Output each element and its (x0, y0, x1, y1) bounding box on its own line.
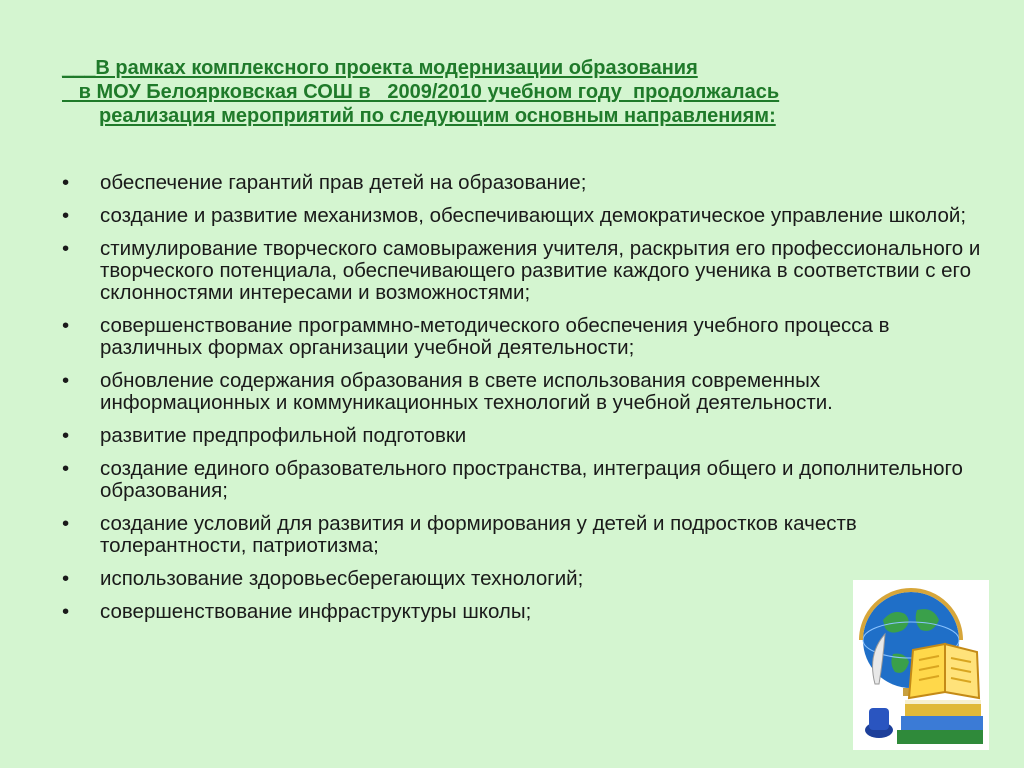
bullet-text: совершенствование инфраструктуры школы; (100, 600, 532, 623)
bullet-marker: • (62, 424, 70, 447)
heading-line-2: в МОУ Белоярковская СОШ в 2009/2010 учебном году продолжалась (62, 81, 780, 103)
bullet-marker: • (62, 512, 70, 535)
bullet-text: совершенствование программно-методического обеспечения учебного процесса в различных формах организации учебной деятельности; (100, 314, 890, 359)
slide-heading (62, 56, 992, 128)
bullet-marker: • (62, 171, 70, 194)
list-item (60, 238, 985, 304)
list-item (60, 172, 985, 194)
bullet-marker: • (62, 204, 70, 227)
globe-books-quill-icon (853, 580, 989, 750)
list-item (60, 205, 985, 227)
bullet-text: использование здоровьесберегающих технологий; (100, 567, 584, 590)
list-item (60, 315, 985, 359)
list-item (60, 601, 985, 623)
bullet-marker: • (62, 457, 70, 480)
bullet-text: создание и развитие механизмов, обеспечивающих демократическое управление школой; (100, 204, 967, 227)
list-item (60, 425, 985, 447)
bullet-text: создание единого образовательного пространства, интеграция общего и дополнительного образования; (100, 457, 963, 502)
heading-line-3: реализация мероприятий по следующим основным направлениям: (99, 105, 776, 127)
bullet-marker: • (62, 314, 70, 337)
bullet-marker: • (62, 369, 70, 392)
bullet-text: создание условий для развития и формирования у детей и подростков качеств толерантности, патриотизма; (100, 512, 857, 557)
bullet-marker: • (62, 567, 70, 590)
heading-line-1: ___В рамках комплексного проекта модернизации образования (62, 57, 698, 79)
bullet-text: развитие предпрофильной подготовки (100, 424, 467, 447)
bullet-text: обновление содержания образования в свете использования современных информационных и коммуникационных технологий в учебной деятельности. (100, 369, 833, 414)
bullet-text: обеспечение гарантий прав детей на образование; (100, 171, 587, 194)
list-item (60, 513, 985, 557)
list-item (60, 458, 985, 502)
list-item (60, 370, 985, 414)
bullet-marker: • (62, 600, 70, 623)
bullet-marker: • (62, 237, 70, 260)
bullet-list (60, 172, 985, 634)
list-item (60, 568, 985, 590)
bullet-text: стимулирование творческого самовыражения учителя, раскрытия его профессионального и творческого потенциала, обеспечивающего развитие каждого ученика в соответствии с его склонностями интересами и возможностями; (100, 237, 981, 304)
